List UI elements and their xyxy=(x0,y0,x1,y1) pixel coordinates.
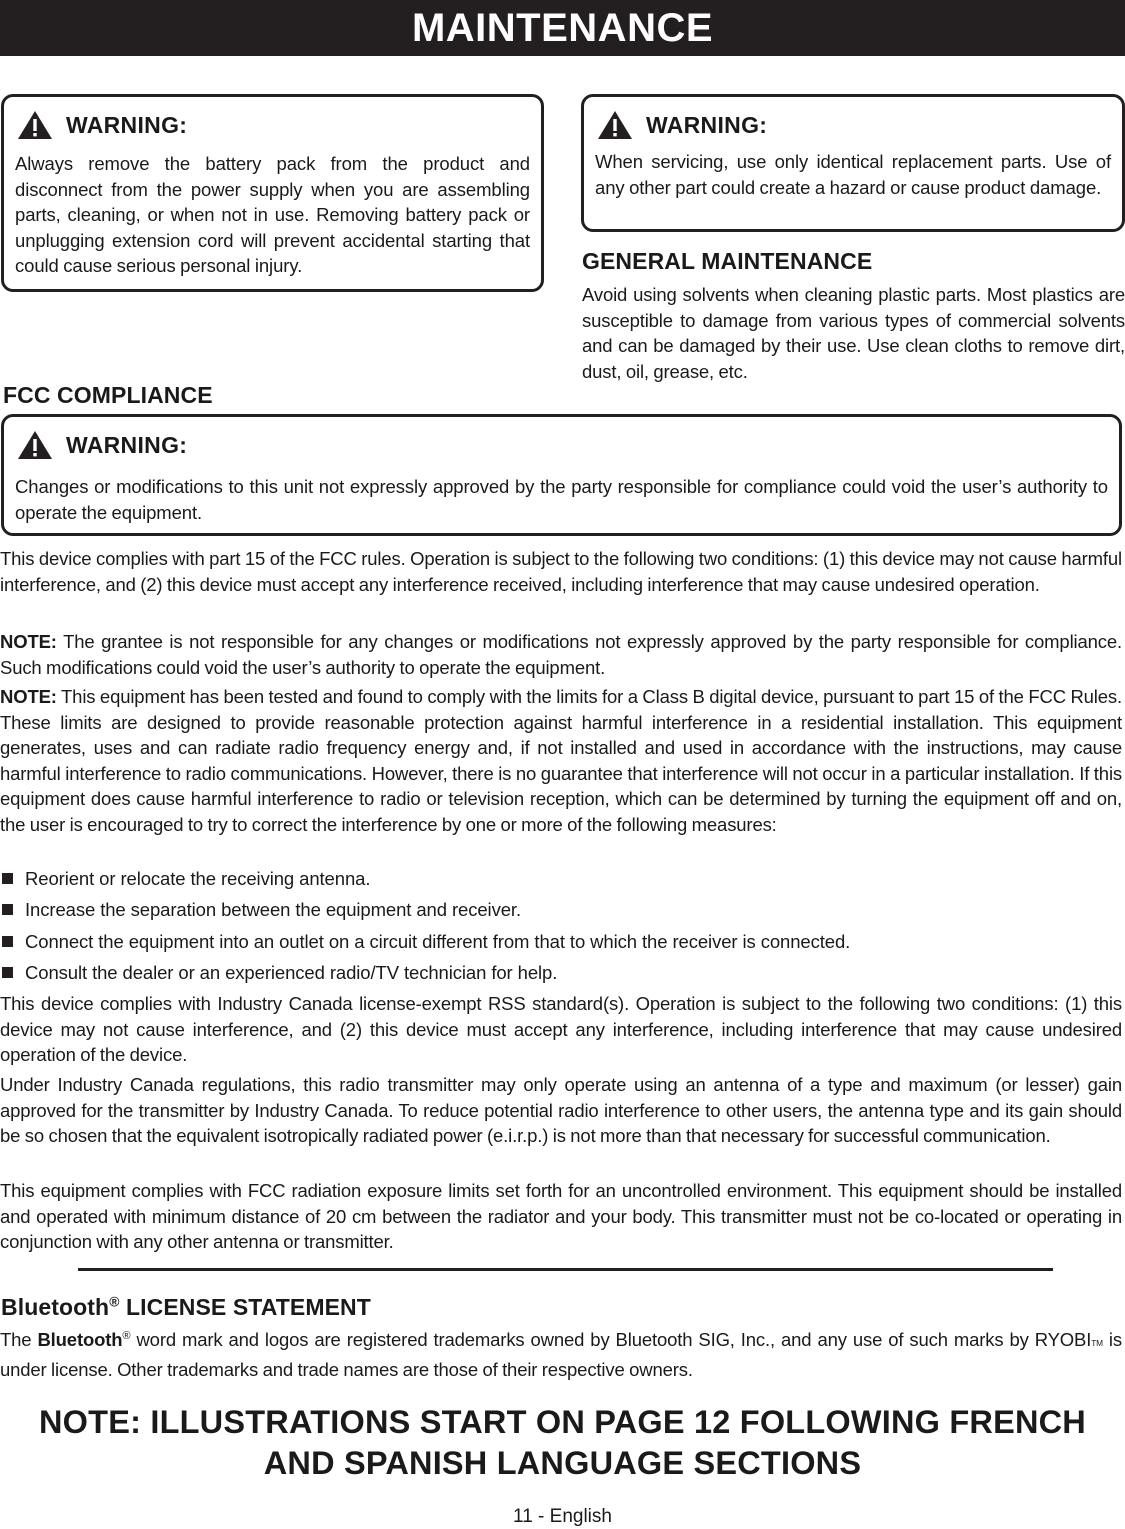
warning-box-battery xyxy=(1,94,544,292)
list-item xyxy=(0,929,850,955)
warning-triangle-icon xyxy=(17,430,53,460)
list-item-text: Increase the separation between the equipment and receiver. xyxy=(25,899,521,920)
illustrations-note-line-1: NOTE: ILLUSTRATIONS START ON PAGE 12 FOLLOWING FRENCH xyxy=(39,1404,1086,1440)
warning-text: Changes or modifications to this unit not expressly approved by the party responsible for compliance could void the user’s authority to operate the equipment. xyxy=(15,476,1108,523)
fcc-note-2 xyxy=(0,684,1122,837)
fcc-paragraph-1: This device complies with part 15 of the FCC rules. Operation is subject to the following two conditions: (1) this device may not cause harmful interference, and (2) this device must accept any interference received, including interference that may cause undesired operation. xyxy=(0,548,1122,595)
page-banner: MAINTENANCE xyxy=(0,0,1125,56)
section-divider xyxy=(78,1268,1053,1271)
note-label: NOTE: xyxy=(0,631,57,652)
industry-canada-paragraph-2: Under Industry Canada regulations, this radio transmitter may only operate using an antenna of a type and maximum (or lesser) gain approved for the transmitter by Industry Canada. To reduce potential radio interference to other users, the antenna type and its gain should be so chosen that the equivalent isotropically radiated power (e.i.r.p.) is not more than that necessary for successful communication. xyxy=(0,1074,1122,1146)
list-item xyxy=(0,897,521,923)
text-fragment: is under license. Other trademarks and trade names are those of their respective owners. xyxy=(0,1329,1122,1380)
registered-mark: ® xyxy=(122,1329,131,1342)
page-footer: 11 - English xyxy=(513,1506,612,1527)
bluetooth-statement-text xyxy=(0,1327,1122,1382)
fcc-note-1 xyxy=(0,629,1122,680)
trademark-mark: TM xyxy=(1091,1338,1103,1348)
list-item xyxy=(0,960,557,986)
warning-header xyxy=(597,110,767,140)
warning-box-fcc xyxy=(1,414,1122,536)
list-item-text: Consult the dealer or an experienced radio/TV technician for help. xyxy=(25,962,558,983)
industry-canada-paragraph-1: This device complies with Industry Canada license-exempt RSS standard(s). Operation is subject to the following two conditions: (1) this device may not cause interference, and (2) this device must accept any interference, including interference that may cause undesired operation of the device. xyxy=(0,993,1122,1065)
square-bullet-icon xyxy=(2,967,13,978)
warning-header xyxy=(17,430,187,460)
square-bullet-icon xyxy=(2,904,13,915)
warning-triangle-icon xyxy=(17,110,53,140)
radiation-exposure-paragraph: This equipment complies with FCC radiation exposure limits set forth for an uncontrolled environment. This equipment should be installed and operated with minimum distance of 20 cm between the radiator and your body. This transmitter must not be co-located or operating in conjunction with any other antenna or transmitter. xyxy=(0,1180,1122,1252)
warning-text: When servicing, use only identical replacement parts. Use of any other part could create a hazard or cause product damage. xyxy=(595,151,1111,198)
warning-triangle-icon xyxy=(597,110,633,140)
note-text: The grantee is not responsible for any changes or modifications not expressly approved by the party responsible for compliance. Such modifications could void the user’s authority to operate the equipment. xyxy=(0,631,1122,678)
note-text: This equipment has been tested and found to comply with the limits for a Class B digital device, pursuant to part 15 of the FCC Rules. These limits are designed to provide reasonable protection against harmful interference in a residential installation. This equipment generates, uses and can radiate radio frequency energy and, if not installed and used in accordance with the instructions, may cause harmful interference to radio communications. However, there is no guarantee that interference will not occur in a particular installation. If this equipment does cause harmful interference to radio or television reception, which can be determined by turning the equipment off and on, the user is encouraged to try to correct the interference by one or more of the following measures: xyxy=(0,686,1122,835)
illustrations-note xyxy=(0,1402,1125,1484)
registered-mark: ® xyxy=(109,1294,120,1310)
bluetooth-word: Bluetooth xyxy=(37,1329,123,1350)
warning-title: WARNING: xyxy=(646,111,768,138)
warning-box-replacement xyxy=(581,94,1125,232)
section-title-fcc: FCC COMPLIANCE xyxy=(3,382,213,408)
section-title-bluetooth xyxy=(1,1294,371,1321)
text-fragment: The xyxy=(0,1329,38,1350)
list-item-text: Reorient or relocate the receiving antenna. xyxy=(25,868,371,889)
bluetooth-title-word: Bluetooth xyxy=(1,1294,110,1320)
list-item-text: Connect the equipment into an outlet on a circuit different from that to which the receiver is connected. xyxy=(25,931,851,952)
list-item xyxy=(0,866,370,892)
text-fragment: word mark and logos are registered trademarks owned by Bluetooth SIG, Inc., and any use of such marks by RYOBI xyxy=(130,1329,1092,1350)
square-bullet-icon xyxy=(2,873,13,884)
general-maintenance-text: Avoid using solvents when cleaning plastic parts. Most plastics are susceptible to damage from various types of commercial solvents and can be damaged by their use. Use clean cloths to remove dirt, dust, oil, grease, etc. xyxy=(582,284,1125,382)
square-bullet-icon xyxy=(2,936,13,947)
warning-title: WARNING: xyxy=(66,111,188,138)
illustrations-note-line-2: AND SPANISH LANGUAGE SECTIONS xyxy=(263,1445,862,1481)
warning-header xyxy=(17,110,187,140)
warning-text: Always remove the battery pack from the product and disconnect from the power supply when you are assembling parts, cleaning, or when not in use. Removing battery pack or unplugging extension cord will prevent accidental starting that could cause serious personal injury. xyxy=(15,153,530,276)
bluetooth-title-rest: LICENSE STATEMENT xyxy=(119,1294,371,1320)
warning-title: WARNING: xyxy=(66,431,188,458)
note-label: NOTE: xyxy=(0,686,57,707)
section-title-general-maintenance: GENERAL MAINTENANCE xyxy=(582,248,873,274)
